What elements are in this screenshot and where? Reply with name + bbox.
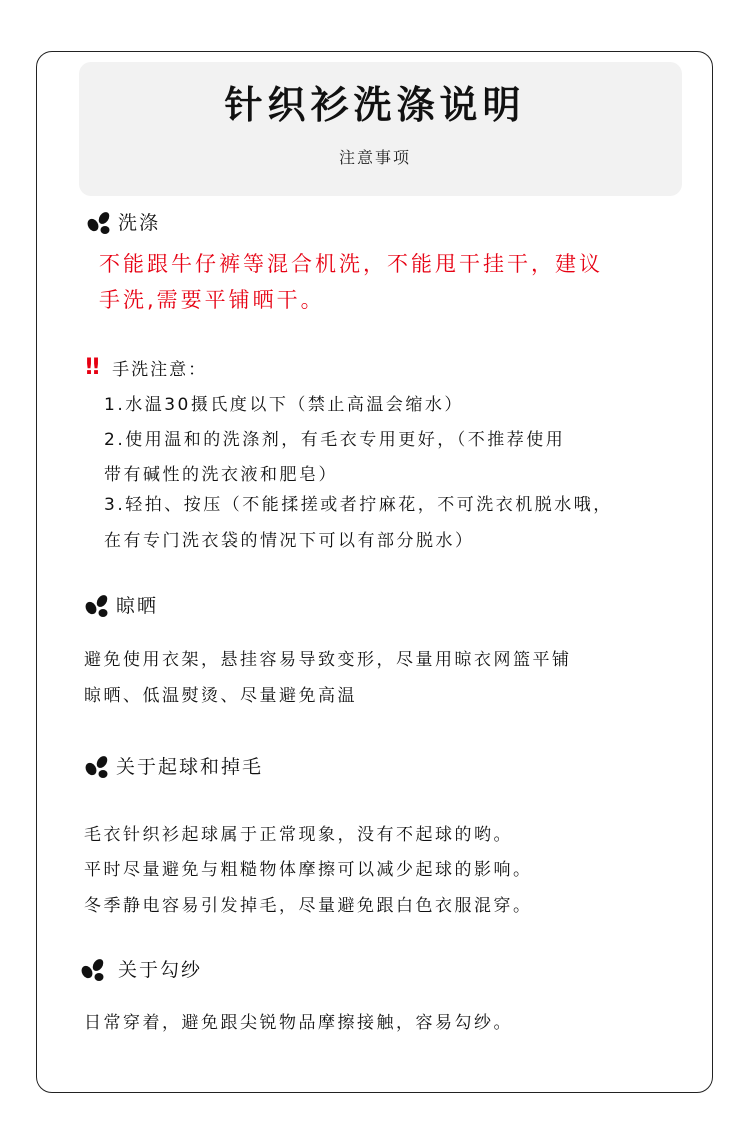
section-washing-heading — [86, 208, 160, 235]
section-drying-label: 晾晒 — [116, 595, 159, 617]
pilling-line: 冬季静电容易引发掉毛，尽量避免跟白色衣服混穿。 — [84, 896, 533, 916]
section-handwash-heading — [84, 355, 207, 380]
section-pilling-label: 关于起球和掉毛 — [116, 756, 264, 778]
handwash-item: 3.轻拍、按压（不能揉搓或者拧麻花，不可洗衣机脱水哦， — [104, 495, 613, 515]
washing-warning-line-1: 不能跟牛仔裤等混合机洗，不能甩干挂干，建议 — [99, 252, 603, 276]
page-title: 针织衫洗涤说明 — [224, 83, 526, 127]
pilling-line: 平时尽量避免与粗糙物体摩擦可以减少起球的影响。 — [84, 860, 533, 880]
washing-warning-line-2: 手洗,需要平铺晒干。 — [99, 288, 325, 312]
pilling-line: 毛衣针织衫起球属于正常现象，没有不起球的哟。 — [84, 825, 513, 845]
snagging-line: 日常穿着，避免跟尖锐物品摩擦接触，容易勾纱。 — [84, 1013, 513, 1033]
handwash-item: 2.使用温和的洗涤剂，有毛衣专用更好，（不推荐使用 — [104, 430, 566, 450]
drying-line: 避免使用衣架，悬挂容易导致变形，尽量用晾衣网篮平铺 — [84, 650, 572, 670]
section-pilling-heading — [84, 752, 263, 779]
leaf-bullet-icon — [84, 592, 112, 618]
section-washing-label: 洗涤 — [118, 212, 161, 234]
leaf-bullet-icon — [84, 753, 112, 779]
section-handwash-label: 手洗注意： — [112, 360, 208, 380]
handwash-item: 1.水温30摄氏度以下（禁止高温会缩水） — [104, 395, 464, 415]
section-drying-heading — [84, 591, 158, 618]
drying-line: 晾晒、低温熨烫、尽量避免高温 — [84, 686, 357, 706]
leaf-bullet-icon — [80, 956, 108, 982]
section-snagging-heading — [80, 955, 202, 982]
exclamation-icon: !! — [84, 354, 99, 380]
handwash-item: 在有专门洗衣袋的情况下可以有部分脱水） — [104, 531, 475, 551]
handwash-item: 带有碱性的洗衣液和肥皂） — [104, 465, 338, 485]
leaf-bullet-icon — [86, 209, 114, 235]
page-subtitle: 注意事项 — [338, 148, 411, 167]
section-snagging-label: 关于勾纱 — [118, 959, 203, 981]
